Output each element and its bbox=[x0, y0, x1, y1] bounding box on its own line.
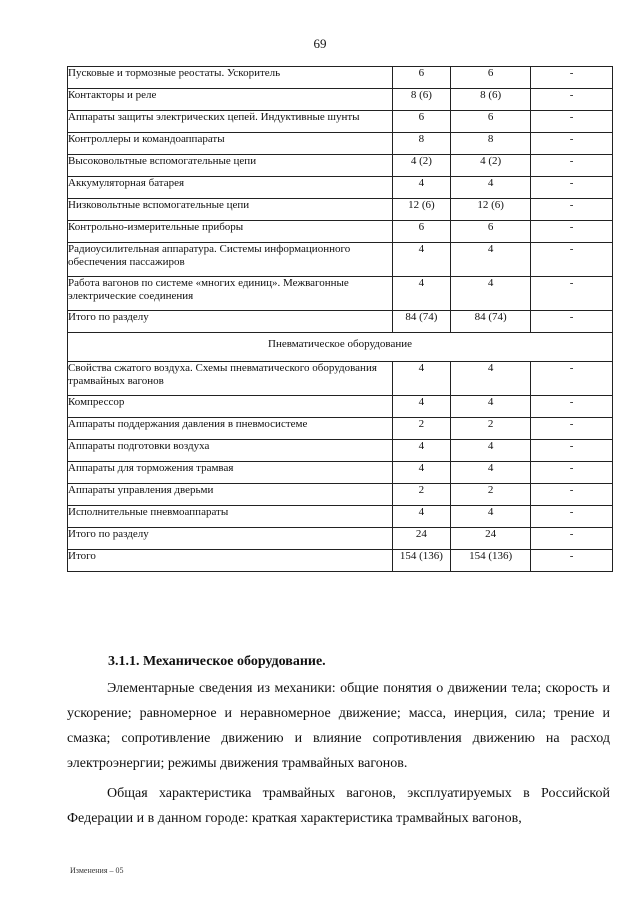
cell-hours-1: 24 bbox=[392, 528, 451, 550]
cell-topic: Свойства сжатого воздуха. Схемы пневматического оборудования трамвайных вагонов bbox=[68, 362, 393, 396]
table-row bbox=[68, 484, 613, 506]
table-row bbox=[68, 221, 613, 243]
table-row bbox=[68, 243, 613, 277]
cell-hours-3: - bbox=[531, 362, 613, 396]
table-row bbox=[68, 311, 613, 333]
cell-topic: Итого по разделу bbox=[68, 528, 393, 550]
cell-hours-2: 4 (2) bbox=[451, 155, 531, 177]
cell-hours-2: 4 bbox=[451, 396, 531, 418]
table-row bbox=[68, 155, 613, 177]
cell-hours-1: 84 (74) bbox=[392, 311, 451, 333]
cell-topic: Исполнительные пневмоаппараты bbox=[68, 506, 393, 528]
cell-hours-1: 4 bbox=[392, 396, 451, 418]
cell-hours-1: 4 bbox=[392, 440, 451, 462]
table-section-row bbox=[68, 333, 613, 362]
cell-hours-1: 6 bbox=[392, 111, 451, 133]
footer-revision: Изменения – 05 bbox=[70, 866, 124, 875]
cell-hours-2: 4 bbox=[451, 462, 531, 484]
cell-hours-3: - bbox=[531, 418, 613, 440]
cell-topic: Работа вагонов по системе «многих единиц». Межвагонные электрические соединения bbox=[68, 277, 393, 311]
table-row bbox=[68, 462, 613, 484]
cell-hours-1: 12 (6) bbox=[392, 199, 451, 221]
cell-topic: Аппараты подготовки воздуха bbox=[68, 440, 393, 462]
cell-hours-3: - bbox=[531, 221, 613, 243]
table-row bbox=[68, 199, 613, 221]
cell-hours-2: 84 (74) bbox=[451, 311, 531, 333]
cell-hours-1: 2 bbox=[392, 418, 451, 440]
cell-hours-1: 2 bbox=[392, 484, 451, 506]
cell-hours-2: 2 bbox=[451, 484, 531, 506]
cell-hours-2: 4 bbox=[451, 177, 531, 199]
cell-hours-2: 4 bbox=[451, 440, 531, 462]
cell-hours-3: - bbox=[531, 440, 613, 462]
section-heading: 3.1.1. Механическое оборудование. bbox=[108, 654, 326, 669]
cell-hours-3: - bbox=[531, 155, 613, 177]
hours-table bbox=[67, 66, 613, 572]
cell-topic: Контакторы и реле bbox=[68, 89, 393, 111]
cell-topic: Высоковольтные вспомогательные цепи bbox=[68, 155, 393, 177]
cell-topic: Аппараты поддержания давления в пневмосистеме bbox=[68, 418, 393, 440]
cell-topic: Пусковые и тормозные реостаты. Ускоритель bbox=[68, 67, 393, 89]
cell-hours-1: 4 bbox=[392, 177, 451, 199]
cell-hours-2: 6 bbox=[451, 221, 531, 243]
table-row bbox=[68, 111, 613, 133]
cell-hours-1: 4 bbox=[392, 506, 451, 528]
table-row bbox=[68, 277, 613, 311]
table-row bbox=[68, 67, 613, 89]
cell-topic: Радиоусилительная аппаратура. Системы информационного обеспечения пассажиров bbox=[68, 243, 393, 277]
cell-hours-2: 4 bbox=[451, 243, 531, 277]
table-body bbox=[68, 67, 613, 572]
cell-hours-2: 4 bbox=[451, 277, 531, 311]
cell-hours-3: - bbox=[531, 311, 613, 333]
paragraph-tram-characteristics: Общая характеристика трамвайных вагонов, эксплуатируемых в Российской Федерации и в данном городе: краткая характеристика трамвайных вагонов, bbox=[67, 786, 610, 826]
table-row bbox=[68, 506, 613, 528]
table-row bbox=[68, 177, 613, 199]
cell-topic: Низковольтные вспомогательные цепи bbox=[68, 199, 393, 221]
cell-hours-2: 154 (136) bbox=[451, 550, 531, 572]
cell-topic: Аппараты защиты электрических цепей. Индуктивные шунты bbox=[68, 111, 393, 133]
cell-hours-1: 4 bbox=[392, 462, 451, 484]
cell-hours-3: - bbox=[531, 177, 613, 199]
cell-hours-2: 2 bbox=[451, 418, 531, 440]
paragraph-mechanics: Элементарные сведения из механики: общие понятия о движении тела; скорость и ускорение; равномерное и неравномерное движение; масса, инерция, сила; трение и смазка; сопротивление движению и влияние сопротивления движению на расход электроэнергии; режимы движения трамвайных вагонов. bbox=[67, 681, 610, 771]
cell-hours-3: - bbox=[531, 89, 613, 111]
section-title: Пневматическое оборудование bbox=[68, 333, 613, 362]
cell-hours-1: 6 bbox=[392, 221, 451, 243]
cell-hours-2: 4 bbox=[451, 362, 531, 396]
cell-hours-3: - bbox=[531, 199, 613, 221]
cell-hours-1: 8 (6) bbox=[392, 89, 451, 111]
table-row bbox=[68, 528, 613, 550]
cell-hours-1: 8 bbox=[392, 133, 451, 155]
cell-hours-3: - bbox=[531, 506, 613, 528]
cell-topic: Аккумуляторная батарея bbox=[68, 177, 393, 199]
cell-topic: Компрессор bbox=[68, 396, 393, 418]
cell-hours-3: - bbox=[531, 550, 613, 572]
cell-topic: Контрольно-измерительные приборы bbox=[68, 221, 393, 243]
cell-hours-2: 6 bbox=[451, 111, 531, 133]
cell-topic: Аппараты управления дверьми bbox=[68, 484, 393, 506]
cell-hours-1: 6 bbox=[392, 67, 451, 89]
cell-hours-3: - bbox=[531, 111, 613, 133]
table-row bbox=[68, 89, 613, 111]
cell-hours-3: - bbox=[531, 67, 613, 89]
cell-hours-2: 24 bbox=[451, 528, 531, 550]
cell-topic: Итого bbox=[68, 550, 393, 572]
table-row bbox=[68, 396, 613, 418]
cell-hours-2: 8 (6) bbox=[451, 89, 531, 111]
cell-hours-2: 8 bbox=[451, 133, 531, 155]
cell-hours-3: - bbox=[531, 396, 613, 418]
table-row bbox=[68, 133, 613, 155]
table-row bbox=[68, 362, 613, 396]
cell-hours-2: 4 bbox=[451, 506, 531, 528]
cell-hours-3: - bbox=[531, 484, 613, 506]
cell-hours-2: 6 bbox=[451, 67, 531, 89]
cell-hours-1: 4 bbox=[392, 277, 451, 311]
cell-hours-1: 4 (2) bbox=[392, 155, 451, 177]
cell-topic: Итого по разделу bbox=[68, 311, 393, 333]
cell-hours-1: 4 bbox=[392, 243, 451, 277]
cell-topic: Контроллеры и командоаппараты bbox=[68, 133, 393, 155]
table-row bbox=[68, 550, 613, 572]
page-number: 69 bbox=[313, 36, 327, 51]
table-row bbox=[68, 418, 613, 440]
cell-hours-3: - bbox=[531, 462, 613, 484]
cell-hours-1: 4 bbox=[392, 362, 451, 396]
cell-hours-3: - bbox=[531, 133, 613, 155]
cell-hours-3: - bbox=[531, 528, 613, 550]
cell-hours-3: - bbox=[531, 243, 613, 277]
table-row bbox=[68, 440, 613, 462]
cell-hours-3: - bbox=[531, 277, 613, 311]
cell-hours-2: 12 (6) bbox=[451, 199, 531, 221]
cell-topic: Аппараты для торможения трамвая bbox=[68, 462, 393, 484]
cell-hours-1: 154 (136) bbox=[392, 550, 451, 572]
